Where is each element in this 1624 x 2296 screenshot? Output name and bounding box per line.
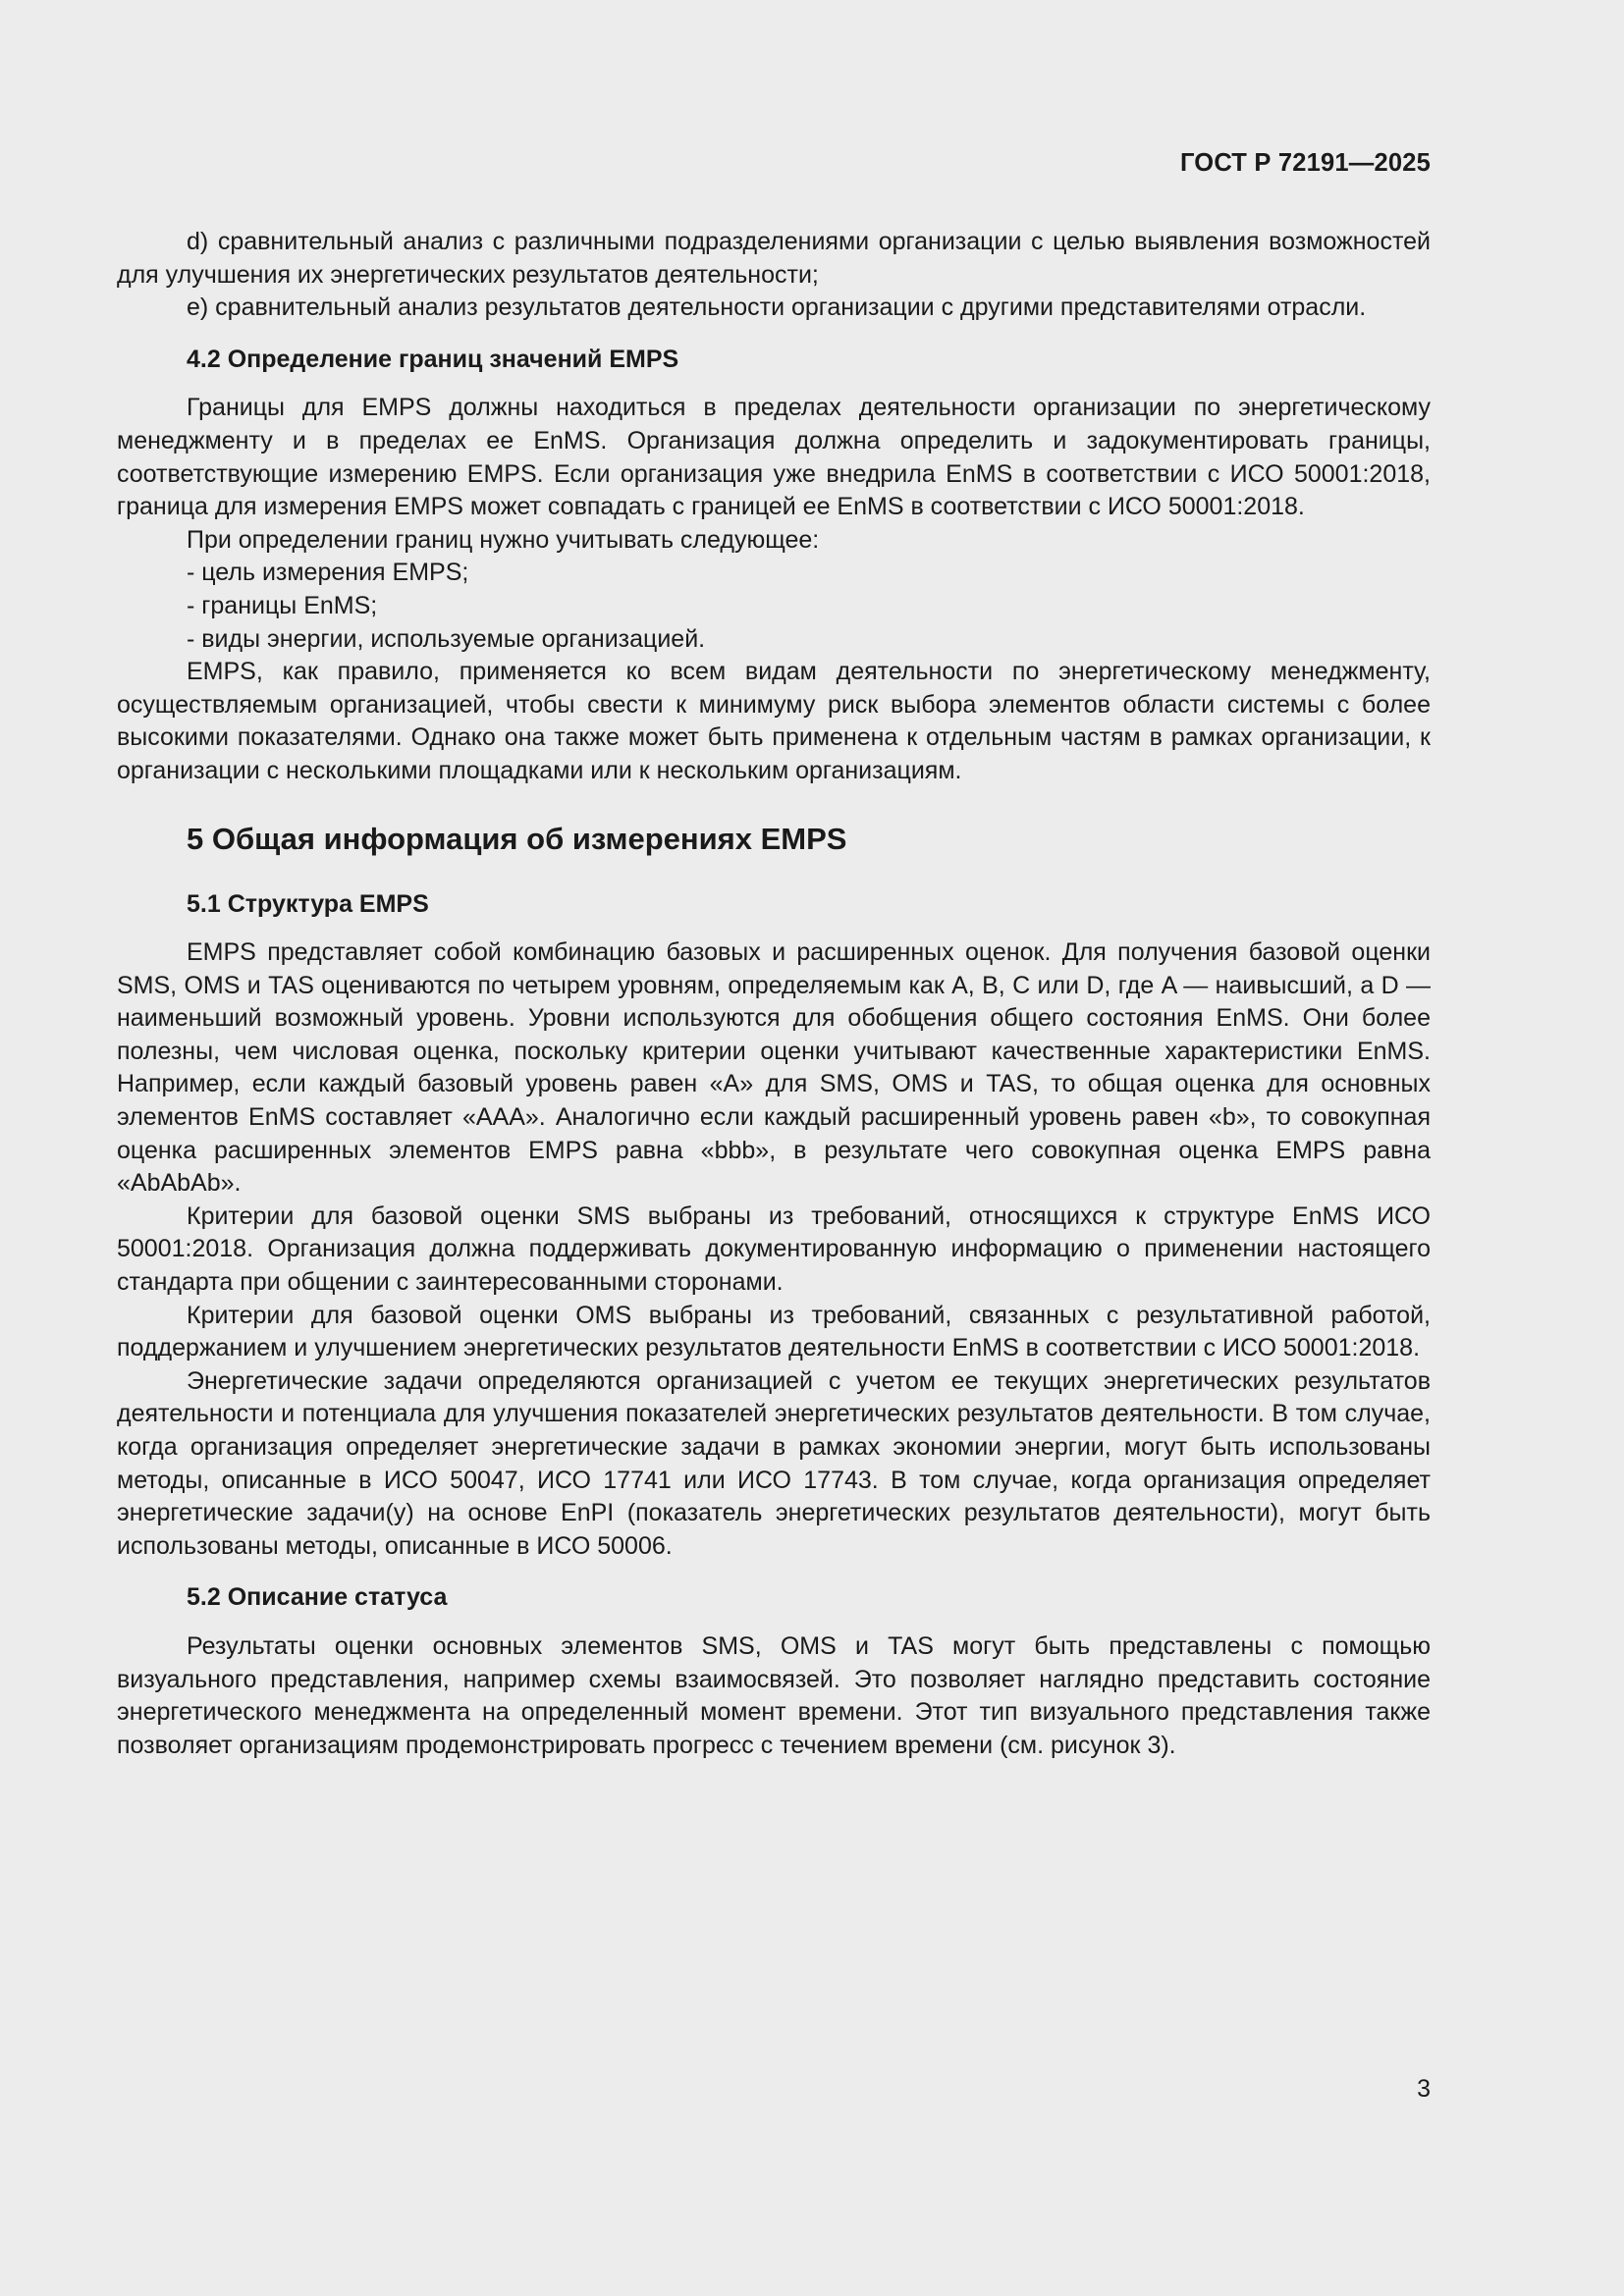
- list-item: - границы EnMS;: [187, 591, 378, 619]
- page-number: 3: [1417, 2075, 1431, 2103]
- paragraph: Критерии для базовой оценки SMS выбраны из требований, относящихся к структуре EnMS ИСО 50001:2018. Организация должна поддерживать документированную информацию о применении настоящего стандарта при общении с заинтересованными сторонами.: [117, 1201, 1431, 1297]
- list-item-e: e) сравнительный анализ результатов деятельности организации с другими представителями отрасли.: [187, 294, 1367, 322]
- paragraph: Критерии для базовой оценки OMS выбраны из требований, связанных с результативной работой, поддержанием и улучшением энергетических результатов деятельности EnMS в соответствии с ИСО 50001:2018.: [117, 1301, 1431, 1362]
- paragraph: EMPS представляет собой комбинацию базовых и расширенных оценок. Для получения базовой оценки SMS, OMS и TAS оцениваются по четырем уровням, определяемым как A, B, C или D, где A — наивысший, а D — наименьший возможный уровень. Уровни используются для обобщения общего состояния EnMS. Они более полезны, чем числовая оценка, поскольку критерии оценки учитывают качественные характеристики EnMS. Например, если каждый базовый уровень равен «A» для SMS, OMS и TAS, то общая оценка для основных элементов EnMS составляет «AAA». Аналогично если каждый расширенный уровень равен «b», то совокупная оценка расширенных элементов EMPS равна «bbb», в результате чего совокупная оценка EMPS равна «AbAbAb».: [117, 938, 1431, 1198]
- doc-number-header: ГОСТ Р 72191—2025: [1179, 149, 1431, 177]
- list-item-d: d) сравнительный анализ с различными подразделениями организации с целью выявления возможностей для улучшения их энергетических результатов деятельности;: [117, 228, 1431, 289]
- list-item: - цель измерения EMPS;: [187, 559, 469, 587]
- paragraph: EMPS, как правило, применяется ко всем видам деятельности по энергетическому менеджменту, осуществляемым организацией, чтобы свести к минимуму риск выбора элементов области системы с более высокими показателями. Однако она также может быть применена к отдельным частям в рамках организации, к организации с несколькими площадками или к нескольким организациям.: [117, 658, 1431, 784]
- paragraph: При определении границ нужно учитывать следующее:: [187, 525, 820, 554]
- section-heading-5-2: 5.2 Описание статуса: [187, 1583, 448, 1612]
- paragraph: Энергетические задачи определяются организацией с учетом ее текущих энергетических результатов деятельности и потенциала для улучшения показателей энергетических результатов деятельности. В том случае, когда организация определяет энергетические задачи в рамках экономии энергии, могут быть использованы методы, описанные в ИСО 50047, ИСО 17741 или ИСО 17743. В том случае, когда организация определяет энергетические задачи(у) на основе EnPI (показатель энергетических результатов деятельности), могут быть использованы методы, описанные в ИСО 50006.: [117, 1366, 1431, 1560]
- section-heading-5-1: 5.1 Структура EMPS: [187, 889, 429, 918]
- section-heading-5: 5 Общая информация об измерениях EMPS: [187, 821, 847, 856]
- paragraph: Границы для EMPS должны находиться в пределах деятельности организации по энергетическому менеджменту и в пределах ее EnMS. Организация должна определить и задокументировать границы, соответствующие измерению EMPS. Если организация уже внедрила EnMS в соответствии с ИСО 50001:2018, граница для измерения EMPS может совпадать с границей ее EnMS в соответствии с ИСО 50001:2018.: [117, 394, 1431, 521]
- page-content: [117, 226, 1431, 1762]
- paragraph: Результаты оценки основных элементов SMS, OMS и TAS могут быть представлены с помощью визуального представления, например схемы взаимосвязей. Это позволяет наглядно представить состояние энергетического менеджмента на определенный момент времени. Этот тип визуального представления также позволяет организациям продемонстрировать прогресс с течением времени (см. рисунок 3).: [117, 1631, 1431, 1759]
- section-heading-4-2: 4.2 Определение границ значений EMPS: [187, 345, 679, 373]
- list-item: - виды энергии, используемые организацией.: [187, 624, 706, 653]
